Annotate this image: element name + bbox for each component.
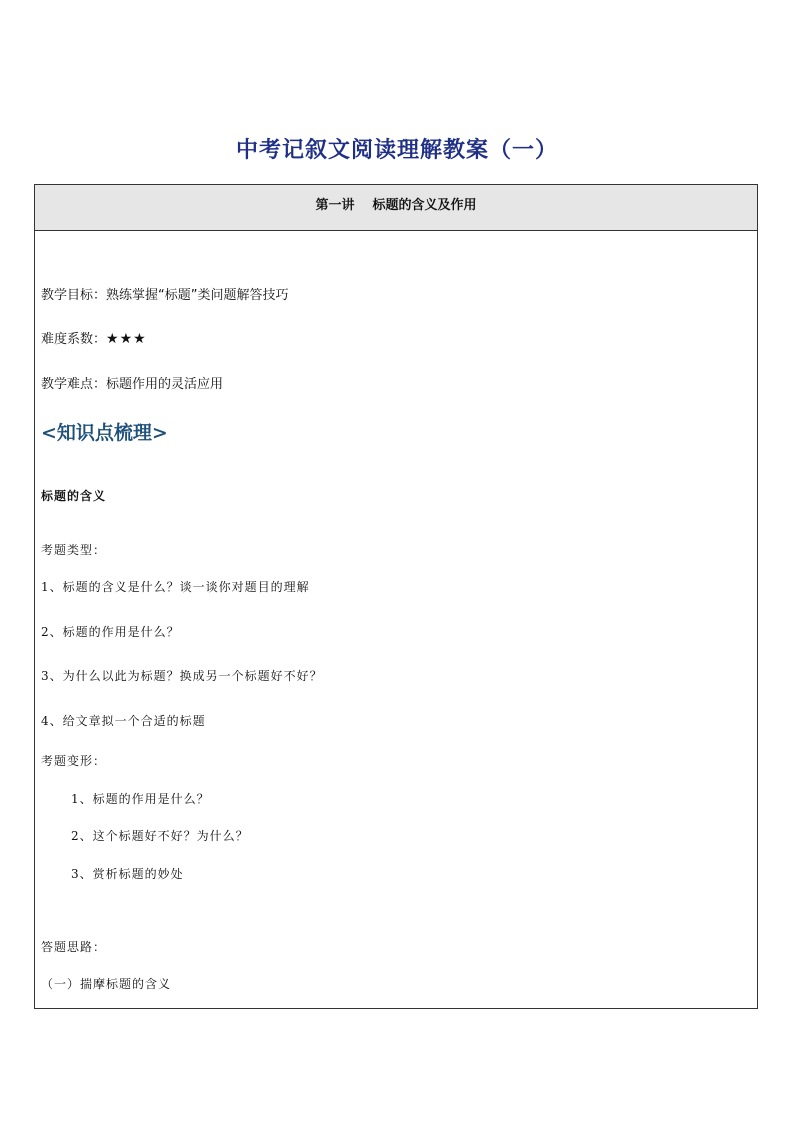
- variant-item: 2、这个标题好不好？为什么？: [71, 829, 249, 843]
- key-point-text: 标题作用的灵活应用: [106, 377, 224, 392]
- lecture-title: 第一讲 标题的含义及作用: [315, 198, 477, 213]
- question-type-item: 4、给文章拟一个合适的标题: [41, 714, 206, 728]
- document-title: 中考记叙文阅读理解教案（一）: [235, 137, 558, 163]
- question-type-item: 3、为什么以此为标题？换成另一个标题好不好？: [41, 669, 323, 683]
- approach-label: 答题思路：: [41, 940, 107, 954]
- star-icons: ★★★: [106, 331, 147, 347]
- key-point-label: 教学难点：: [41, 377, 107, 392]
- variant-item: 3、赏析标题的妙处: [71, 867, 184, 881]
- lesson-box: [34, 184, 758, 1009]
- teaching-key-point: [41, 373, 223, 392]
- difficulty-label: 难度系数：: [41, 332, 107, 347]
- question-type-item: 1、标题的含义是什么？谈一谈你对题目的理解: [41, 580, 310, 594]
- teaching-goal-label: 教学目标：: [41, 288, 107, 303]
- difficulty-rating: [41, 328, 147, 347]
- lecture-header: [35, 185, 757, 231]
- subheading: 标题的含义: [41, 489, 107, 503]
- approach-item: （一）揣摩标题的含义: [41, 977, 172, 991]
- teaching-goal: [41, 284, 289, 303]
- variants-label: 考题变形：: [41, 754, 107, 768]
- question-types-label: 考题类型：: [41, 543, 107, 557]
- question-type-item: 2、标题的作用是什么？: [41, 625, 180, 639]
- variant-item: 1、标题的作用是什么？: [71, 792, 210, 806]
- teaching-goal-text: 熟练掌握“标题”类问题解答技巧: [106, 288, 289, 303]
- section-heading: <知识点梳理>: [41, 422, 168, 444]
